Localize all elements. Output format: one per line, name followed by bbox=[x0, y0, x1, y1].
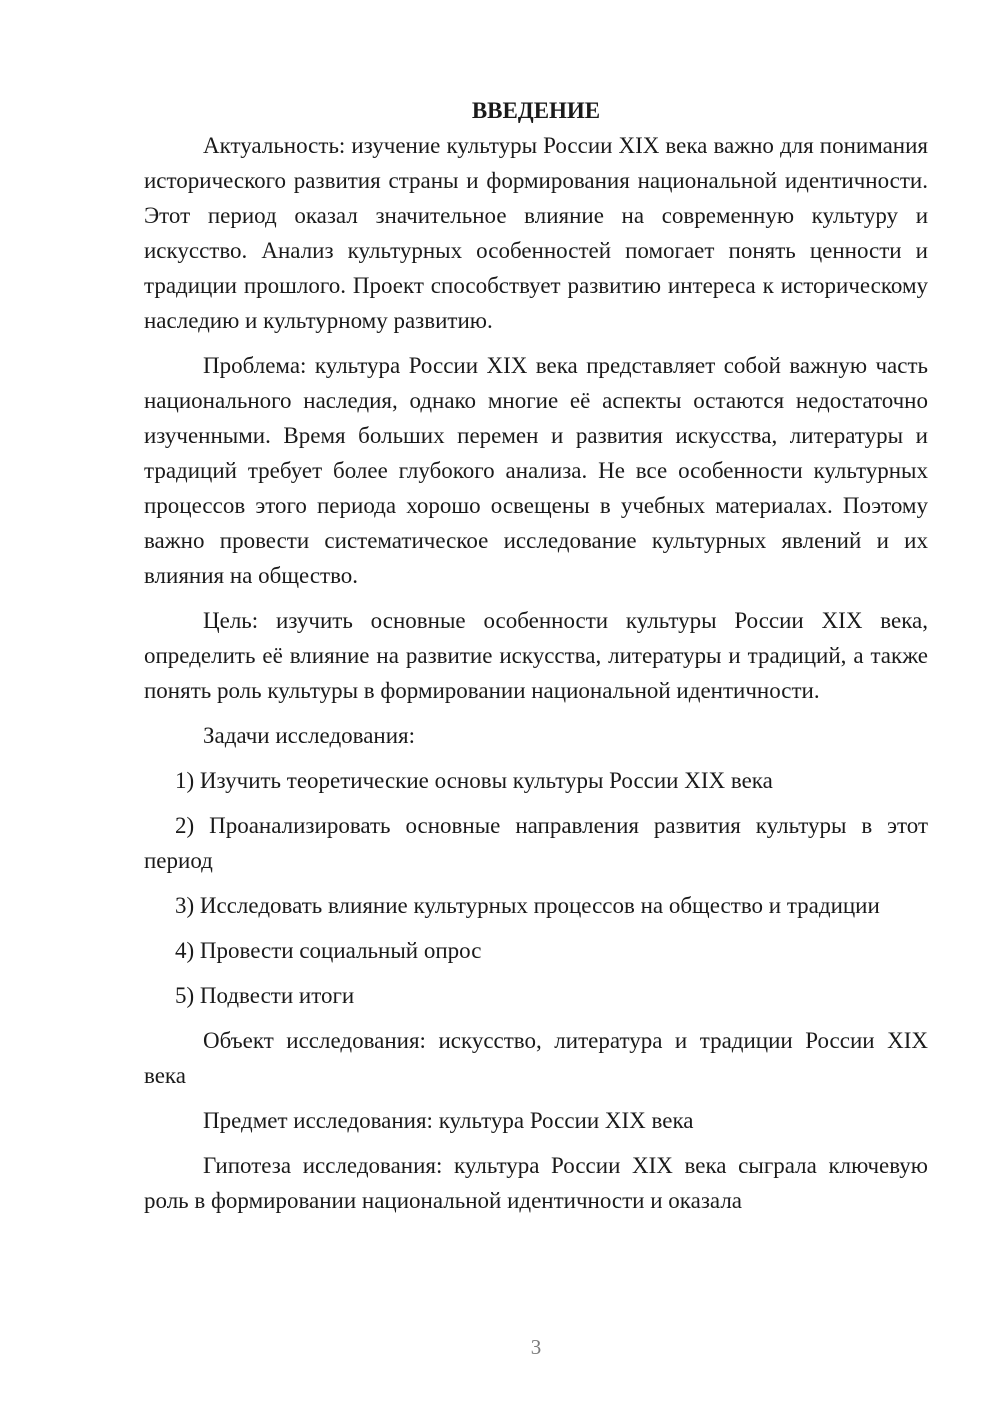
problem-paragraph: Проблема: культура России XIX века представляет собой важную часть национального наследия, однако многие её аспекты остаются недостаточно изученными. Время больших перемен и развития искусства, литературы и традиций требует более глубокого анализа. Не все особенности культурных процессов этого периода хорошо освещены в учебных материалах. Поэтому важно провести систематическое исследование культурных явлений и их влияния на общество. bbox=[144, 353, 928, 588]
list-item: 1) Изучить теоретические основы культуры России XIX века bbox=[175, 768, 773, 793]
tasks-heading: Задачи исследования: bbox=[203, 723, 416, 748]
page-content bbox=[144, 94, 928, 1218]
list-item: 2) Проанализировать основные направления развития культуры в этот период bbox=[144, 813, 928, 873]
relevance-paragraph: Актуальность: изучение культуры России XIX века важно для понимания исторического развития страны и формирования национальной идентичности. Этот период оказал значительное влияние на современную культуру и искусство. Анализ культурных особенностей помогает понять ценности и традиции прошлого. Проект способствует развитию интереса к историческому наследию и культурному развитию. bbox=[144, 133, 928, 333]
subject-paragraph: Предмет исследования: культура России XIX века bbox=[203, 1108, 694, 1133]
page-number: 3 bbox=[530, 1335, 542, 1359]
list-item: 3) Исследовать влияние культурных процессов на общество и традиции bbox=[175, 893, 880, 918]
tasks-list bbox=[144, 763, 928, 1013]
list-item: 5) Подвести итоги bbox=[175, 983, 355, 1008]
object-paragraph: Объект исследования: искусство, литература и традиции России XIX века bbox=[144, 1028, 928, 1088]
goal-paragraph: Цель: изучить основные особенности культуры России XIX века, определить её влияние на развитие искусства, литературы и традиций, а также понять роль культуры в формировании национальной идентичности. bbox=[144, 608, 928, 703]
page-title: ВВЕДЕНИЕ bbox=[471, 98, 601, 123]
hypothesis-paragraph: Гипотеза исследования: культура России XIX века сыграла ключевую роль в формировании национальной идентичности и оказала bbox=[144, 1153, 928, 1213]
list-item: 4) Провести социальный опрос bbox=[175, 938, 482, 963]
